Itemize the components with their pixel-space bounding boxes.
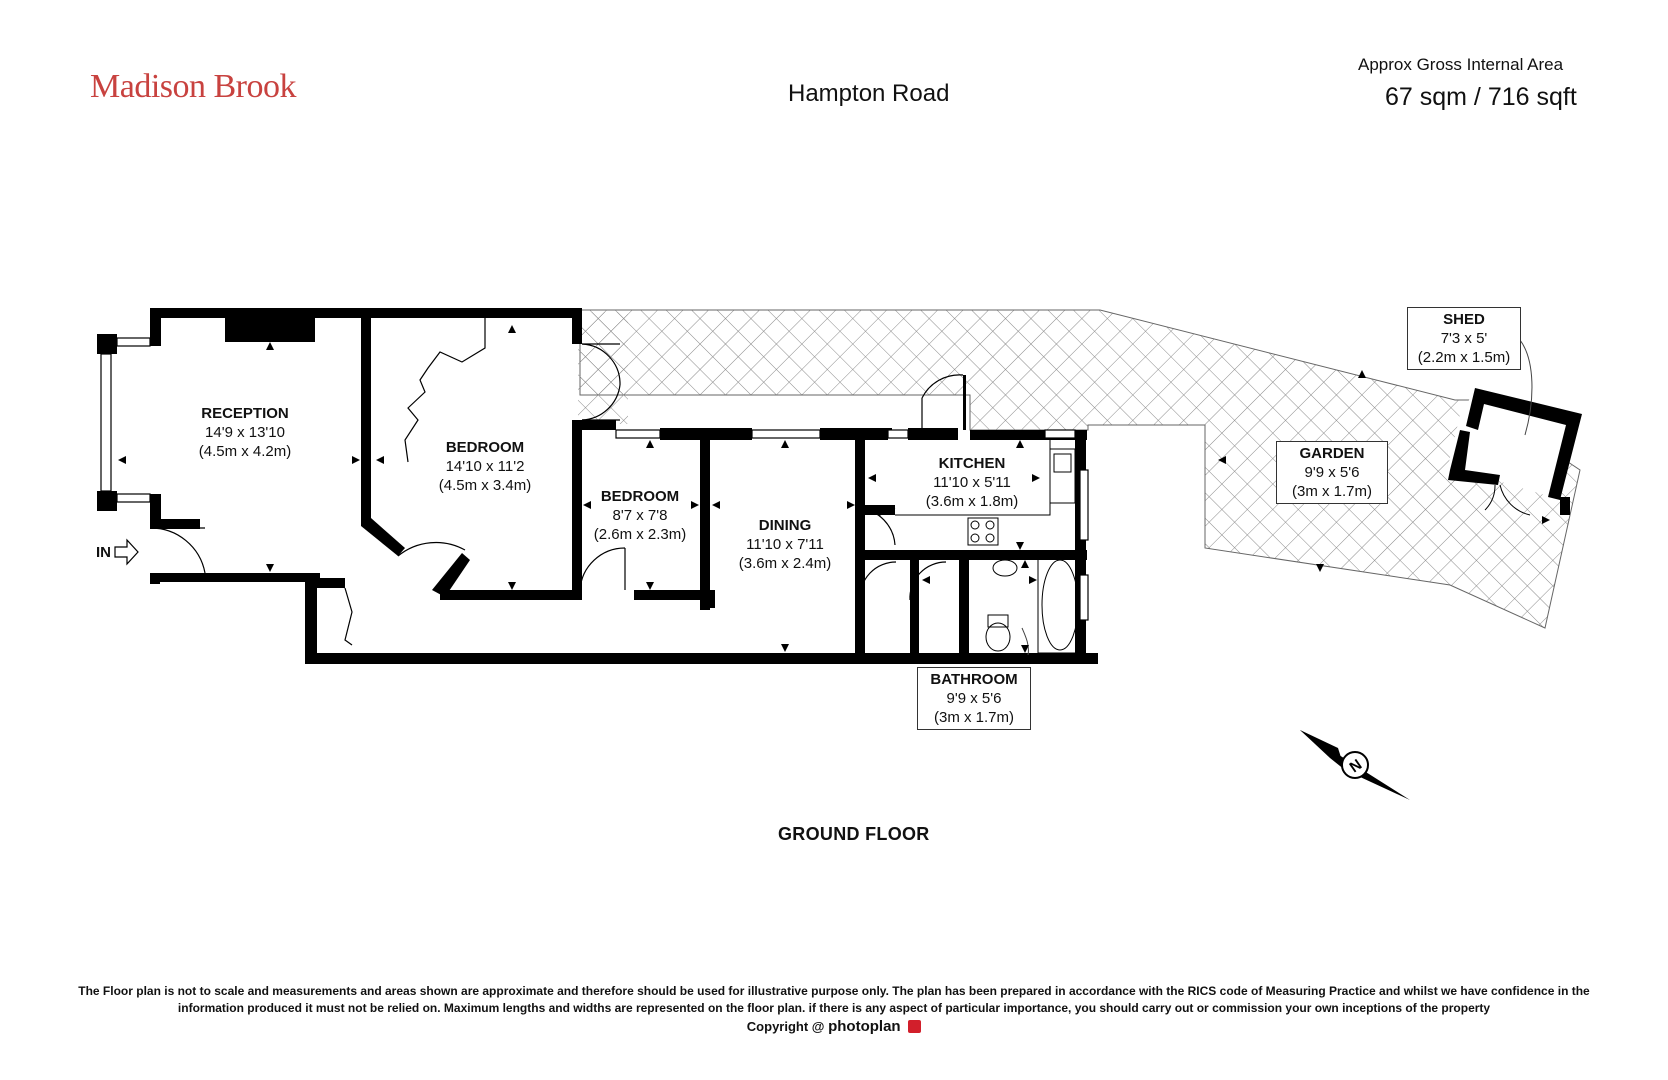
disclaimer: The Floor plan is not to scale and measurements and areas shown are approximate and therefore should be used for illustrative purpose only. The plan has been prepared in accordance with the RICS code of Measuring Practice and whilst we have confidence in the information produced it must not be relied on. Maximum lengths and widths are represented on the floor plan. if there is any aspect of particular importance, you should carry out or commission your own inceptions of the property <box>78 984 1590 1015</box>
north-arrow-icon <box>1300 730 1410 800</box>
room-label-garden: GARDEN 9'9 x 5'6 (3m x 1.7m) <box>1276 441 1388 504</box>
room-label-kitchen: KITCHEN 11'10 x 5'11 (3.6m x 1.8m) <box>925 455 1019 510</box>
copyright-brand: photoplan <box>828 1018 901 1035</box>
room-label-bedroom-second: BEDROOM 8'7 x 7'8 (2.6m x 2.3m) <box>593 488 687 543</box>
copyright-prefix: Copyright @ <box>746 1019 825 1034</box>
area-label: Approx Gross Internal Area <box>1358 55 1564 74</box>
floor-title: GROUND FLOOR <box>778 824 930 844</box>
room-label-shed: SHED 7'3 x 5' (2.2m x 1.5m) <box>1407 307 1521 370</box>
copyright <box>0 1018 1668 1035</box>
entrance-arrow-icon <box>115 540 138 564</box>
room-label-dining: DINING 11'10 x 7'11 (3.6m x 2.4m) <box>738 517 832 572</box>
entrance-label: IN <box>96 544 111 561</box>
bathroom-fittings <box>986 558 1078 653</box>
room-label-reception: RECEPTION 14'9 x 13'10 (4.5m x 4.2m) <box>198 405 292 460</box>
photoplan-logo-icon <box>908 1020 921 1033</box>
room-label-bathroom: BATHROOM 9'9 x 5'6 (3m x 1.7m) <box>917 667 1031 730</box>
property-name: Hampton Road <box>788 80 950 107</box>
area-value: 67 sqm / 716 sqft <box>1385 83 1577 111</box>
brand-logo: Madison Brook <box>90 68 296 105</box>
room-label-bedroom-main: BEDROOM 14'10 x 11'2 (4.5m x 3.4m) <box>438 439 532 494</box>
svg-text:N: N <box>1346 756 1366 777</box>
